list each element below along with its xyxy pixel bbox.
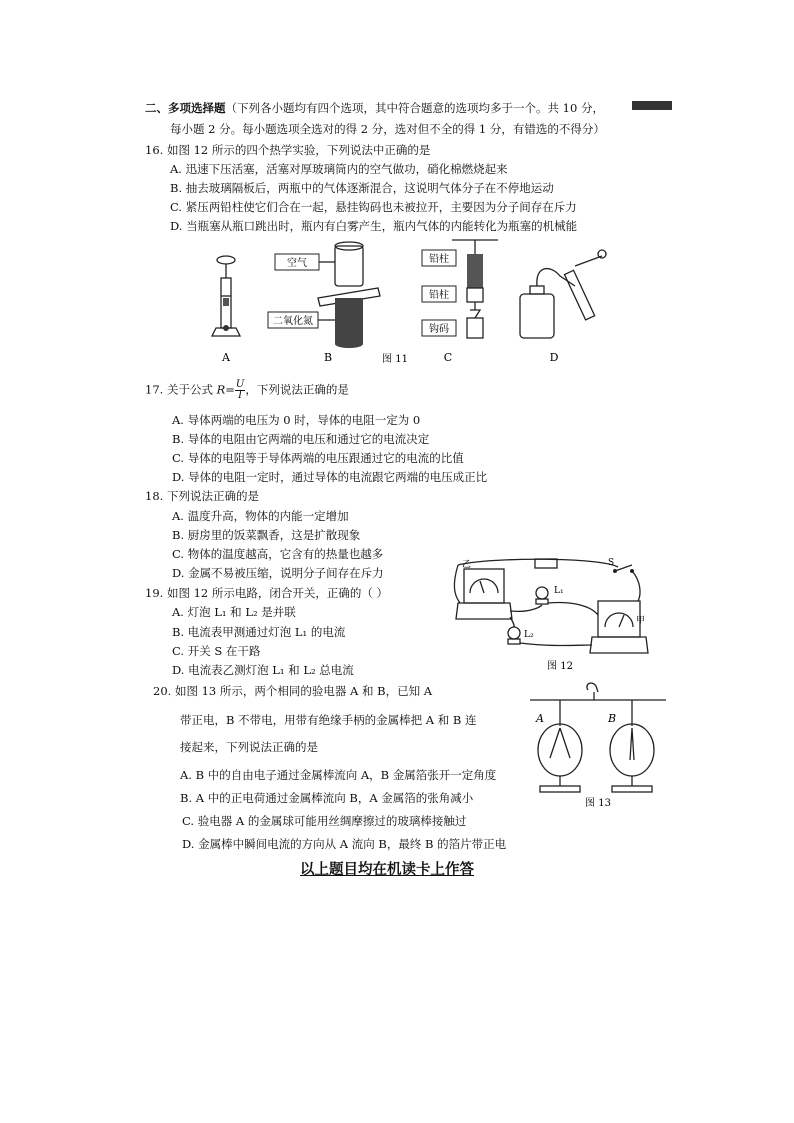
section-intro-1: （下列各小题均有四个选项，其中符合题意的选项均多于一个。共 10 分， (225, 101, 604, 115)
q20-option-a: A. B 中的自由电子通过金属棒流向 A，B 金属箔张开一定角度 (180, 768, 497, 782)
q18-option-a: A. 温度升高，物体的内能一定增加 (172, 509, 349, 523)
q18-option-b: B. 厨房里的饭菜飘香，这是扩散现象 (172, 528, 361, 542)
q17-formula-den: I (238, 390, 243, 401)
q18-option-c: C. 物体的温度越高，它含有的热量也越多 (172, 547, 384, 561)
q16-option-a: A. 迅速下压活塞，活塞对厚玻璃筒内的空气做功，硝化棉燃烧起来 (170, 162, 508, 176)
fig11-lead2-label: 铅柱 (429, 290, 449, 301)
fig11-caption: 图 11 (382, 354, 408, 365)
q17-option-a: A. 导体两端的电压为 0 时，导体的电阻一定为 0 (172, 413, 421, 427)
fig12-caption: 图 12 (547, 661, 573, 672)
fig13-caption: 图 13 (585, 798, 611, 809)
figure-11 (190, 236, 630, 371)
q16-stem: 16. 如图 12 所示的四个热学实验，下列说法中正确的是 (145, 143, 431, 157)
section-header-line1 (145, 101, 604, 115)
q20-option-d: D. 金属棒中瞬间电流的方向从 A 流向 B，最终 B 的箔片带正电 (182, 837, 507, 851)
q17-formula-num: U (235, 379, 245, 390)
q17-option-b: B. 导体的电阻由它两端的电压和通过它的电流决定 (172, 432, 430, 446)
section-header-line2: 每小题 2 分。每小题选项全选对的得 2 分，选对但不全的得 1 分，有错选的不得分） (170, 122, 605, 136)
fig11-a-syringe (212, 256, 240, 336)
q17-option-c: C. 导体的电阻等于导体两端的电压跟通过它的电流的比值 (172, 451, 464, 465)
q18-stem: 18. 下列说法正确的是 (145, 489, 259, 503)
fig11-label-a: A (222, 351, 230, 364)
fig12-meter-yi-label: 乙 (462, 560, 472, 570)
fig12-bulb-l2-label: L₂ (524, 630, 534, 640)
q20-option-c: C. 验电器 A 的金属球可能用丝绸摩擦过的玻璃棒接触过 (182, 814, 467, 828)
q17-formula-lhs: R= (216, 382, 235, 397)
q17-stem (145, 380, 349, 401)
section-title: 二、多项选择题 (145, 101, 226, 115)
q19-option-b: B. 电流表甲测通过灯泡 L₁ 的电流 (172, 625, 346, 639)
fig11-air-label: 空气 (287, 258, 307, 269)
figure-13 (522, 676, 672, 811)
q20-option-b: B. A 中的正电荷通过金属棒流向 B，A 金属箔的张角减小 (180, 791, 474, 805)
q17-formula-fraction (235, 380, 245, 401)
q16-option-b: B. 抽去玻璃隔板后，两瓶中的气体逐渐混合，这说明气体分子在不停地运动 (170, 181, 554, 195)
fig12-bulb-l1-label: L₁ (554, 586, 564, 596)
q17-stem-suffix: ，下列说法正确的是 (245, 382, 349, 397)
q20-stem-line3: 接起来，下列说法正确的是 (180, 740, 318, 754)
q18-option-d: D. 金属不易被压缩，说明分子间存在斥力 (172, 566, 384, 580)
fig11-no2-label: 二氧化氮 (273, 316, 313, 327)
fig13-label-a: A (536, 712, 544, 725)
fig12-switch-label: S (608, 558, 615, 568)
fig11-label-d: D (549, 351, 559, 364)
fig11-c-lead-cylinders (422, 240, 498, 338)
fig12-meter-jia-label: 甲 (636, 616, 646, 626)
q17-stem-prefix: 17. 关于公式 (145, 382, 213, 397)
fig11-b-gas-jars (268, 242, 380, 348)
q20-stem-line2: 带正电，B 不带电，用带有绝缘手柄的金属棒把 A 和 B 连 (180, 713, 477, 727)
fig11-label-c: C (443, 351, 453, 364)
q19-option-d: D. 电流表乙测灯泡 L₁ 和 L₂ 总电流 (172, 663, 354, 677)
figure-12 (450, 555, 650, 675)
q19-stem: 19. 如图 12 所示电路，闭合开关，正确的（ ） (145, 586, 389, 600)
fig11-lead1-label: 铅柱 (429, 254, 449, 265)
q17-option-d: D. 导体的电阻一定时，通过导体的电流跟它两端的电压成正比 (172, 470, 488, 484)
fig11-weight-label: 钩码 (429, 324, 449, 335)
q19-option-c: C. 开关 S 在干路 (172, 644, 261, 658)
q16-option-d: D. 当瓶塞从瓶口跳出时，瓶内有白雾产生，瓶内气体的内能转化为瓶塞的机械能 (170, 219, 578, 233)
q16-option-c: C. 紧压两铅柱使它们合在一起，悬挂钩码也未被拉开，主要因为分子间存在斥力 (170, 200, 577, 214)
footer-note: 以上题目均在机读卡上作答 (300, 862, 474, 878)
q20-stem-line1: 20. 如图 13 所示，两个相同的验电器 A 和 B，已知 A (153, 684, 433, 698)
q19-option-a: A. 灯泡 L₁ 和 L₂ 是并联 (172, 605, 296, 619)
scan-artifact-bar (632, 101, 672, 110)
fig11-d-bottle-pump (520, 250, 606, 338)
fig11-label-b: B (323, 351, 333, 364)
fig13-label-b: B (608, 712, 617, 725)
